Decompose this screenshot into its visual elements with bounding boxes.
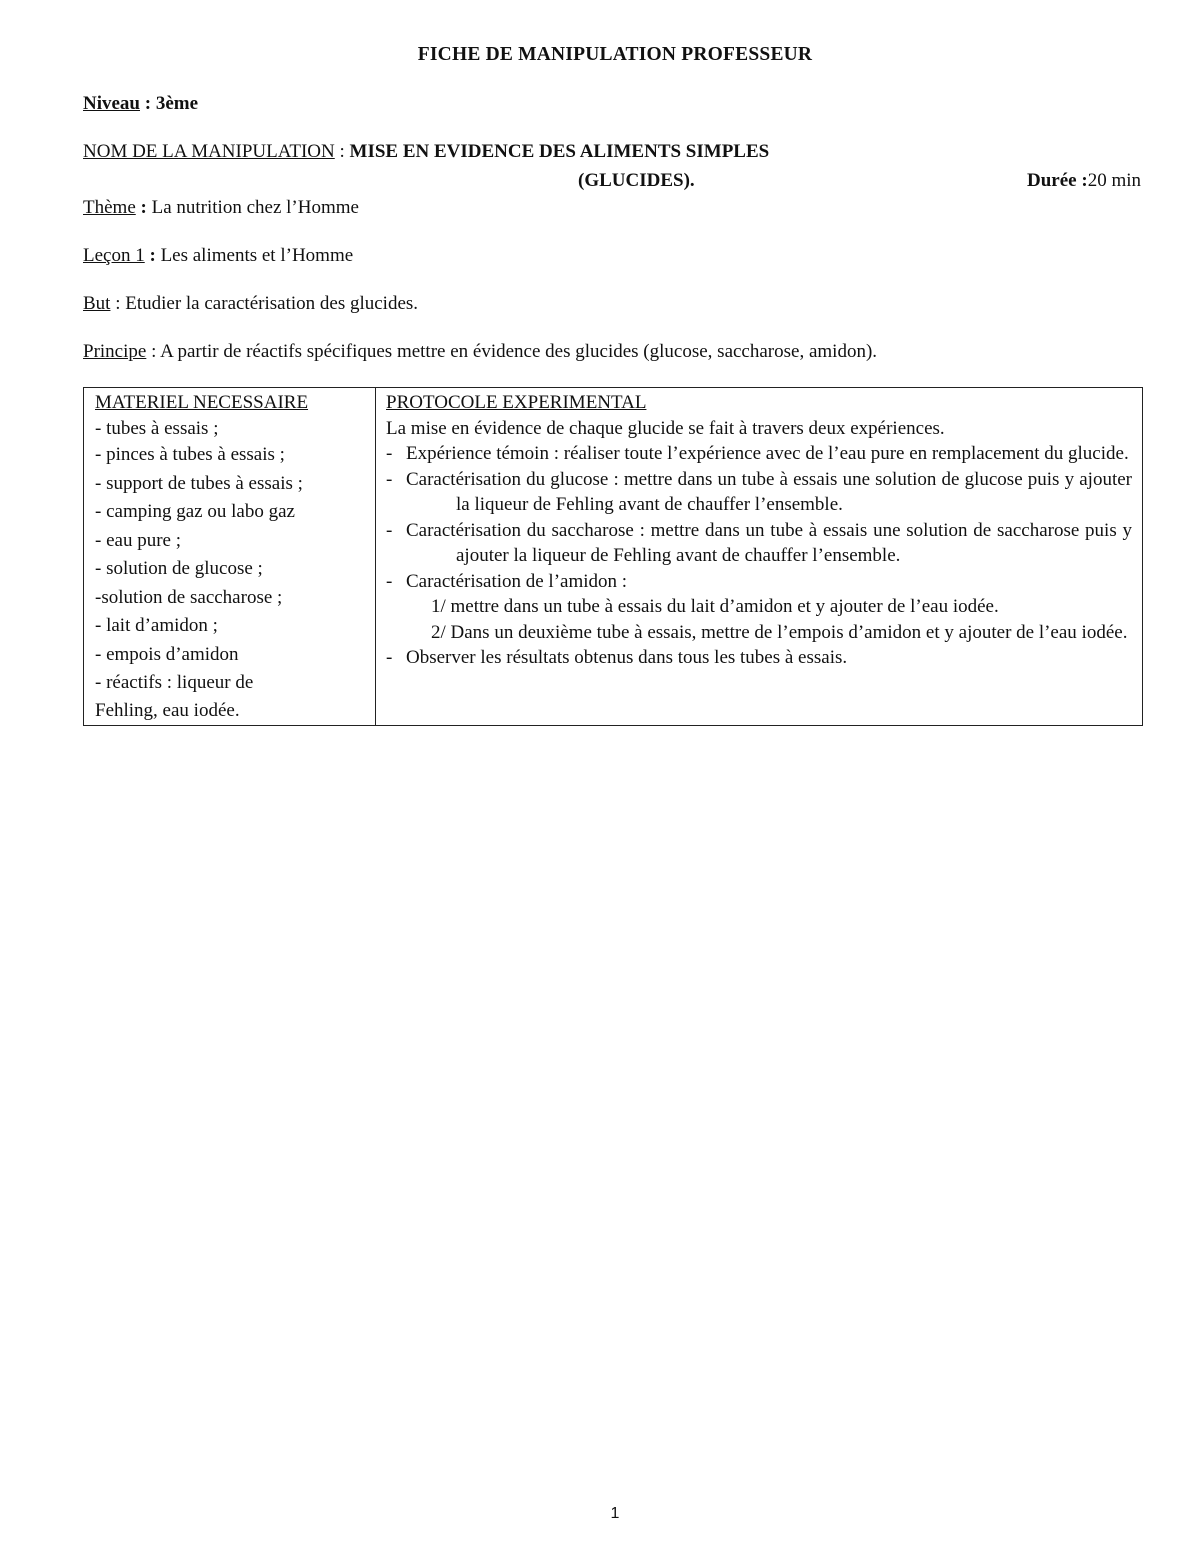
step-dash: -: [386, 443, 393, 464]
step-dash: -: [386, 468, 393, 490]
duree-value: 20 min: [1087, 170, 1141, 191]
table-row: [84, 388, 1143, 726]
niveau-sep: :: [140, 93, 156, 114]
materiel-item: - pinces à tubes à essais ;: [95, 444, 285, 465]
page-title: FICHE DE MANIPULATION PROFESSEUR: [417, 44, 813, 65]
manipulation-line: [83, 141, 769, 163]
materiel-header: MATERIEL NECESSAIRE: [95, 392, 309, 413]
principe-line: [83, 341, 877, 363]
materiel-item: - eau pure ;: [95, 529, 181, 551]
materiel-item: - empois d’amidon: [95, 643, 239, 665]
amidon-substep: 1/ mettre dans un tube à essais du lait d’amidon et y ajouter de l’eau iodée.: [431, 596, 999, 617]
but-label: But: [83, 293, 111, 314]
niveau-value: 3ème: [155, 93, 199, 114]
protocole-step: [386, 441, 1132, 467]
amidon-substep: 2/ Dans un deuxième tube à essais, mettre de l’empois d’amidon et y ajouter de l’eau iodée.: [431, 621, 1128, 643]
niveau-label: Niveau: [83, 93, 140, 114]
protocole-header: PROTOCOLE EXPERIMENTAL: [386, 392, 647, 413]
materiel-item: Fehling, eau iodée.: [95, 699, 240, 721]
materiel-item: -solution de saccharose ;: [95, 586, 283, 608]
lecon-label: Leçon 1: [83, 245, 145, 266]
materiel-item: - support de tubes à essais ;: [95, 472, 303, 494]
niveau-line: [83, 93, 198, 115]
step-dash: -: [386, 519, 393, 541]
protocole-step: [386, 518, 1132, 569]
lecon-line: [83, 245, 353, 267]
materiel-item: - lait d’amidon ;: [95, 615, 218, 636]
step-text: Caractérisation du saccharose : mettre dans un tube à essais une solution de saccharose puis y ajouter la liqueur de Fehling avant de chauffer l’ensemble.: [406, 519, 1132, 566]
protocole-step: [386, 467, 1132, 518]
theme-line: [83, 197, 359, 219]
materiel-item: - tubes à essais ;: [95, 417, 219, 439]
materiel-item: - réactifs : liqueur de: [95, 672, 254, 693]
manipulation-label: NOM DE LA MANIPULATION: [83, 141, 335, 162]
theme-sep: :: [135, 197, 152, 218]
step-text: Observer les résultats obtenus dans tous les tubes à essais.: [406, 647, 848, 668]
manipulation-value-line1: MISE EN EVIDENCE DES ALIMENTS SIMPLES: [349, 141, 770, 162]
protocole-step-final: [386, 645, 1132, 671]
manipulation-value-line2: (GLUCIDES).: [578, 170, 695, 191]
but-sep: :: [110, 293, 126, 314]
step-text: Caractérisation de l’amidon :: [406, 570, 628, 592]
page-number: 1: [610, 1505, 620, 1522]
step-text: Expérience témoin : réaliser toute l’expérience avec de l’eau pure en remplacement du glucide.: [406, 443, 1129, 464]
protocole-intro: La mise en évidence de chaque glucide se fait à travers deux expériences.: [386, 417, 945, 439]
duree-label: Durée :: [1027, 170, 1088, 191]
materiel-item: - solution de glucose ;: [95, 558, 263, 579]
lecon-sep: :: [144, 245, 161, 266]
step-text: Caractérisation du glucose : mettre dans un tube à essais une solution de glucose puis y ajouter la liqueur de Fehling avant de chauffer l’ensemble.: [406, 468, 1132, 515]
materiel-item: - camping gaz ou labo gaz: [95, 501, 295, 522]
principe-label: Principe: [83, 341, 147, 362]
duree-line: [1027, 170, 1141, 192]
step-dash: -: [386, 570, 393, 592]
principe-value: A partir de réactifs spécifiques mettre en évidence des glucides (glucose, saccharose, amidon).: [160, 341, 878, 362]
theme-label: Thème: [83, 197, 136, 218]
theme-value: La nutrition chez l’Homme: [151, 197, 359, 218]
step-dash: -: [386, 647, 393, 668]
protocole-step: [386, 569, 1132, 595]
manipulation-sep: :: [334, 141, 350, 162]
principe-sep: :: [146, 341, 161, 362]
materiel-cell: [84, 388, 376, 726]
but-value: Etudier la caractérisation des glucides.: [125, 293, 419, 314]
but-line: [83, 293, 418, 315]
manipulation-table: [83, 387, 1143, 726]
lecon-value: Les aliments et l’Homme: [160, 245, 354, 266]
protocole-cell: [376, 388, 1143, 726]
